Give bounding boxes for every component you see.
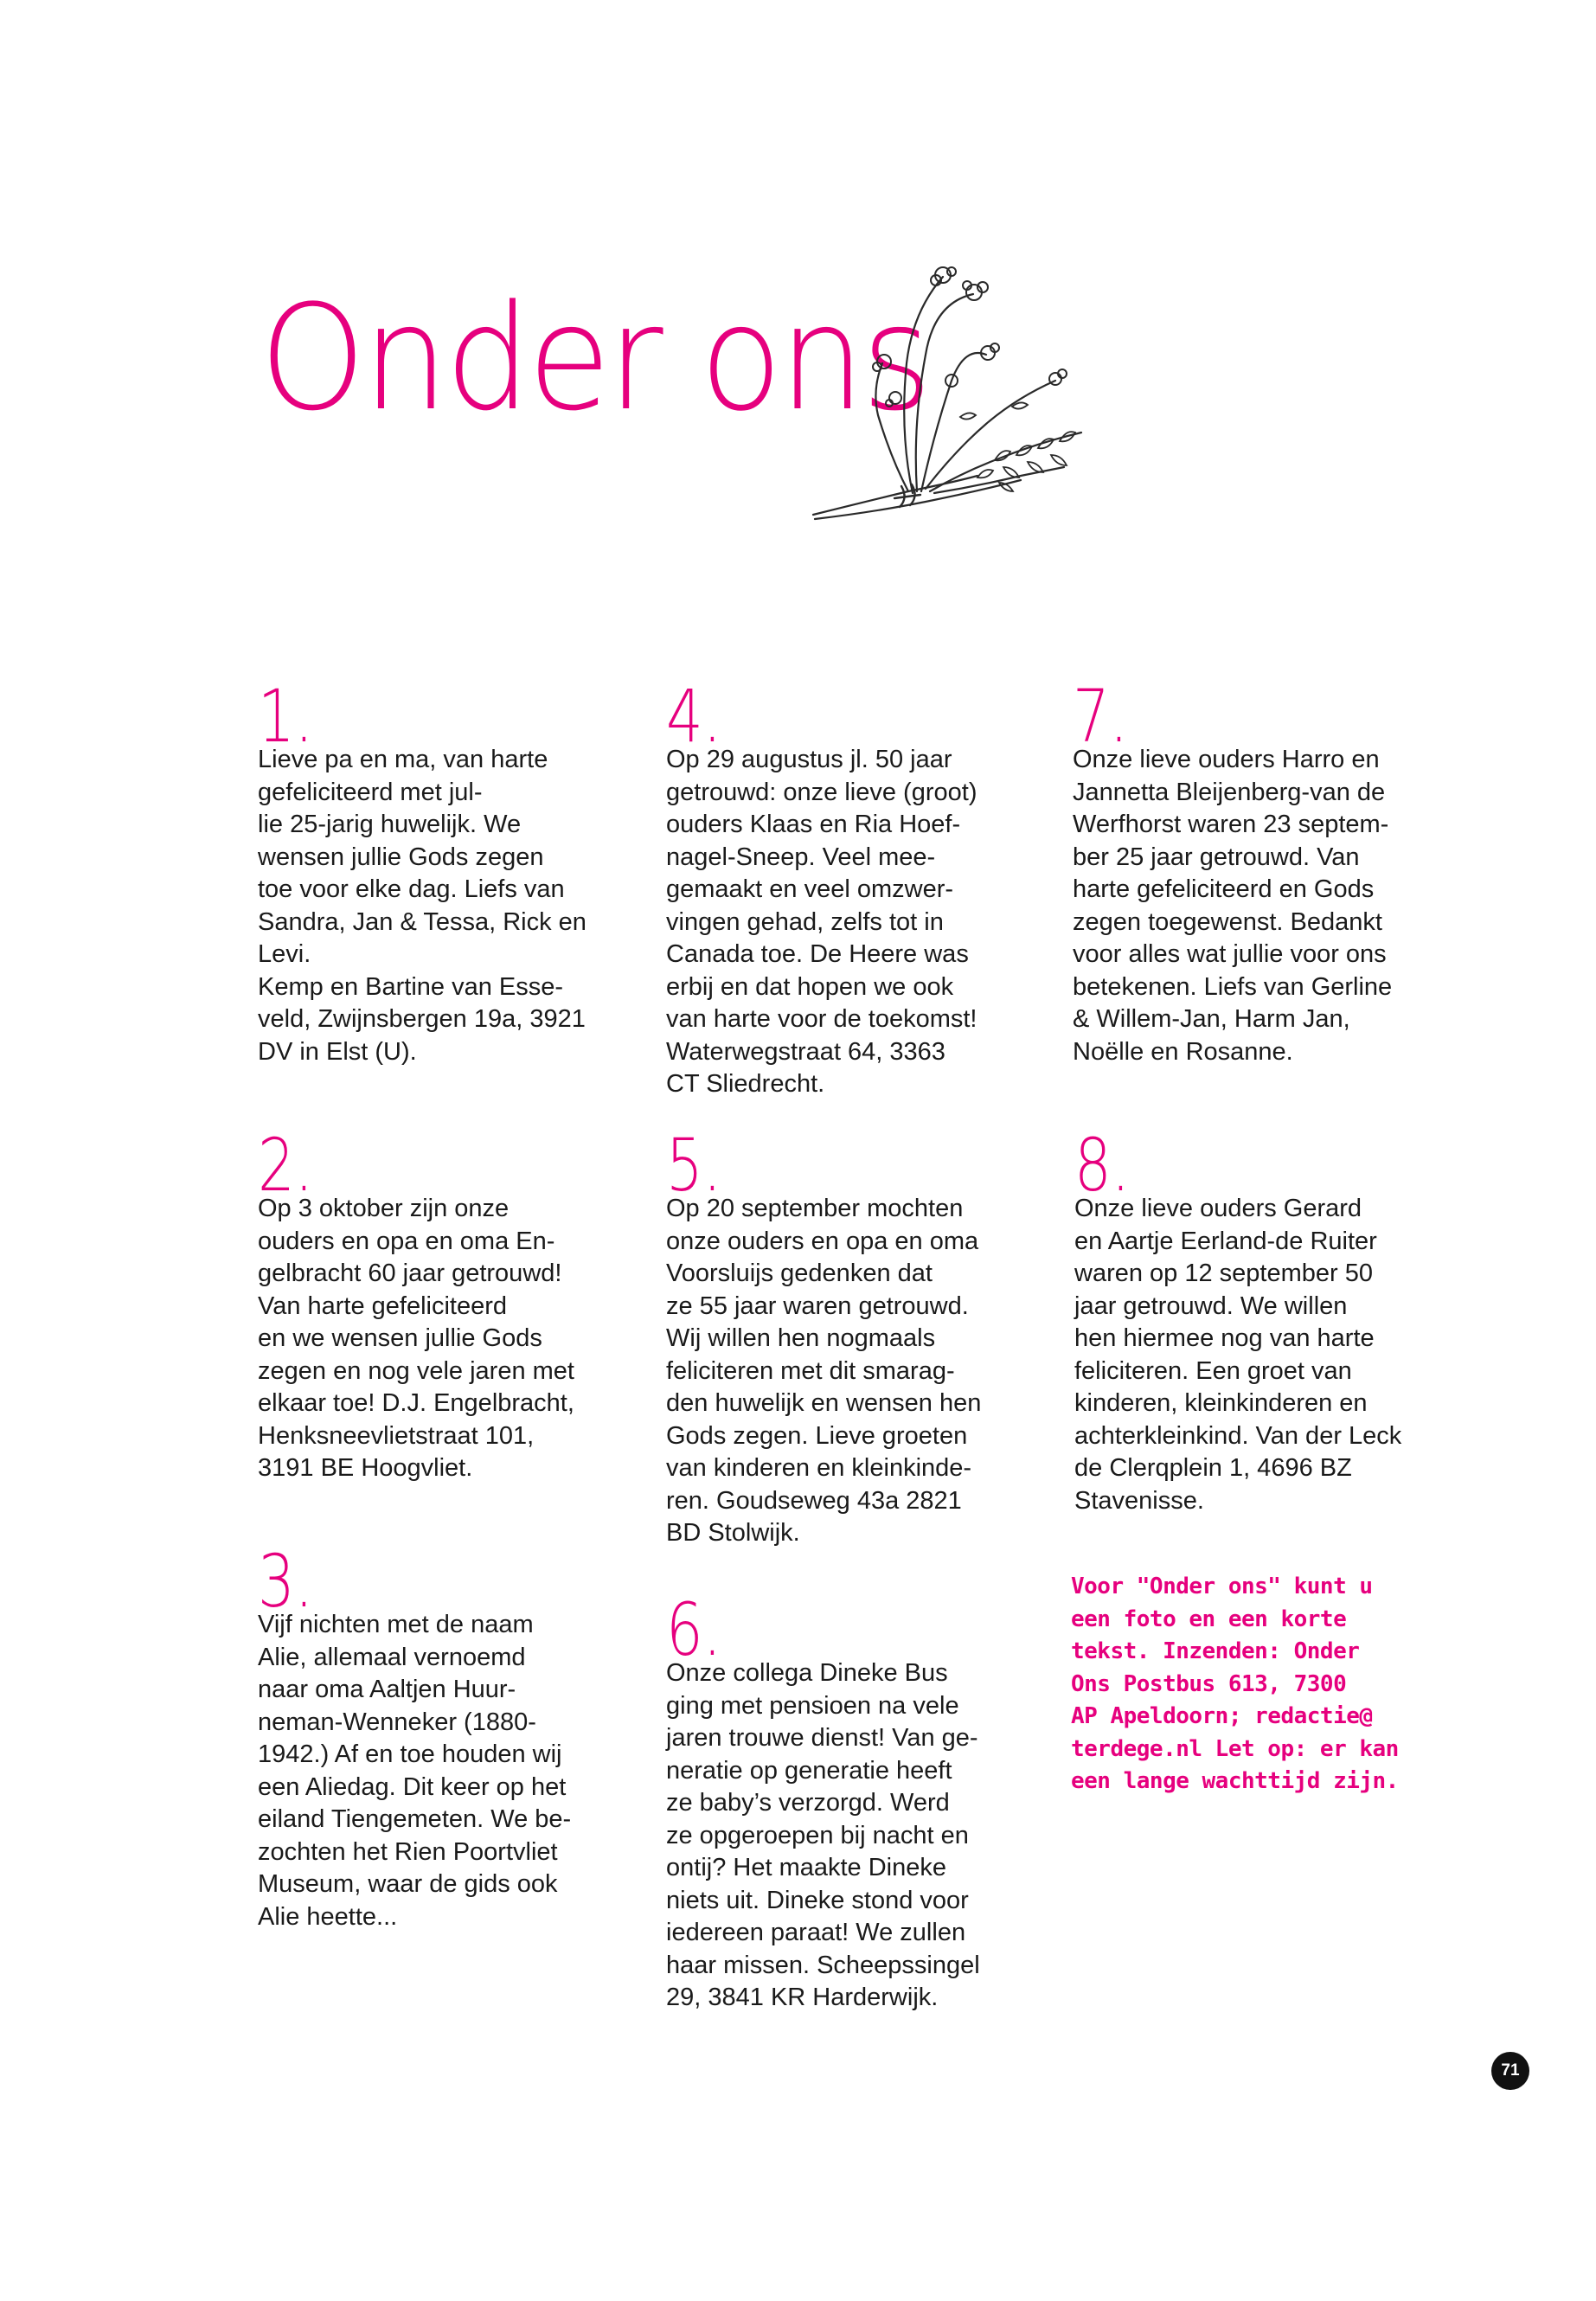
entry-1 [258,674,621,1068]
entry-number: 4. [666,674,722,759]
flower-bouquet-illustration [804,260,1116,536]
entry-2 [258,1123,621,1485]
entry-text: Onze lieve ouders Harro en Jannetta Bleijenberg-van de Werfhorst waren 23 septem- ber 25 jaar getrouwd. Van harte gefeliciteerd en Gods zegen toegewenst. Bedankt voor alles wat jullie voor ons betekenen. Liefs van Gerline & Willem-Jan, Harm Jan, Noëlle en Rosanne. [1073,746,1393,1066]
entry-text: Onze collega Dineke Bus ging met pensioen na vele jaren trouwe dienst! Van ge- neratie op generatie heeft ze baby’s verzorgd. Werd ze opgeroepen bij nacht en ontij? Het maakte Dineke niets uit. Dineke stond voor iedereen paraat! We zullen haar missen. Scheepssingel 29, 3841 KR Harderwijk. [666,1659,980,2011]
entry-text: Lieve pa en ma, van harte gefeliciteerd met jul- lie 25-jarig huwelijk. We wensen jullie Gods zegen toe voor elke dag. Liefs van Sandra, Jan & Tessa, Rick en Levi. Kemp en Bartine van Esse- veld, Zwijnsbergen 19a, 3921 DV in Elst (U). [258,746,586,1066]
entry-number: 8. [1074,1123,1131,1208]
page-number-badge: 71 [1491,2052,1529,2090]
entry-number: 3. [258,1539,314,1624]
entry-number: 1. [258,674,314,759]
entry-number: 6. [666,1587,722,1672]
submission-note: Voor "Onder ons" kunt u een foto en een korte tekst. Inzenden: Onder Ons Postbus 613, 7300 AP Apeldoorn; redactie@ terdege.nl Let op: er kan een lange wachttijd zijn. [1071,1574,1399,1794]
entry-5 [666,1123,1029,1550]
entry-text: Op 29 augustus jl. 50 jaar getrouwd: onze lieve (groot) ouders Klaas en Ria Hoef- nagel-Sneep. Veel mee- gemaakt en veel omzwer- vingen gehad, zelfs tot in Canada toe. De Heere was erbij en dat hopen we ook van harte voor de toekomst! Waterwegstraat 64, 3363 CT Sliedrecht. [666,746,977,1098]
entry-4 [666,674,1029,1101]
entry-text: Vijf nichten met de naam Alie, allemaal vernoemd naar oma Aaltjen Huur- neman-Wenneker (1880- 1942.) Af en toe houden wij een Aliedag. Dit keer op het eiland Tiengemeten. We be- zochten het Rien Poortvliet Museum, waar de gids ook Alie heette... [258,1611,572,1931]
page-title: Onder ons [260,273,929,443]
entry-8 [1074,1123,1438,1517]
entry-7 [1073,674,1436,1068]
entry-6 [666,1587,1029,2015]
entry-number: 5. [666,1123,722,1208]
entry-3 [258,1539,621,1933]
entry-text: Op 3 oktober zijn onze ouders en opa en oma En- gelbracht 60 jaar getrouwd! Van harte gefeliciteerd en we wensen jullie Gods zegen en nog vele jaren met elkaar toe! D.J. Engelbracht, Henksneevlietstraat 101, 3191 BE Hoogvliet. [258,1195,574,1482]
entry-text: Onze lieve ouders Gerard en Aartje Eerland-de Ruiter waren op 12 september 50 jaar getrouwd. We willen hen hiermee nog van harte feliciteren. Een groet van kinderen, kleinkinderen en achterkleinkind. Van der Leck de Clerqplein 1, 4696 BZ Stavenisse. [1074,1195,1402,1515]
entry-number: 2. [258,1123,314,1208]
entry-text: Op 20 september mochten onze ouders en opa en oma Voorsluijs gedenken dat ze 55 jaar waren getrouwd. Wij willen hen nogmaals feliciteren met dit smarag- den huwelijk en wensen hen Gods zegen. Lieve groeten van kinderen en kleinkinde- ren. Goudseweg 43a 2821 BD Stolwijk. [666,1195,982,1547]
entry-number: 7. [1073,674,1129,759]
